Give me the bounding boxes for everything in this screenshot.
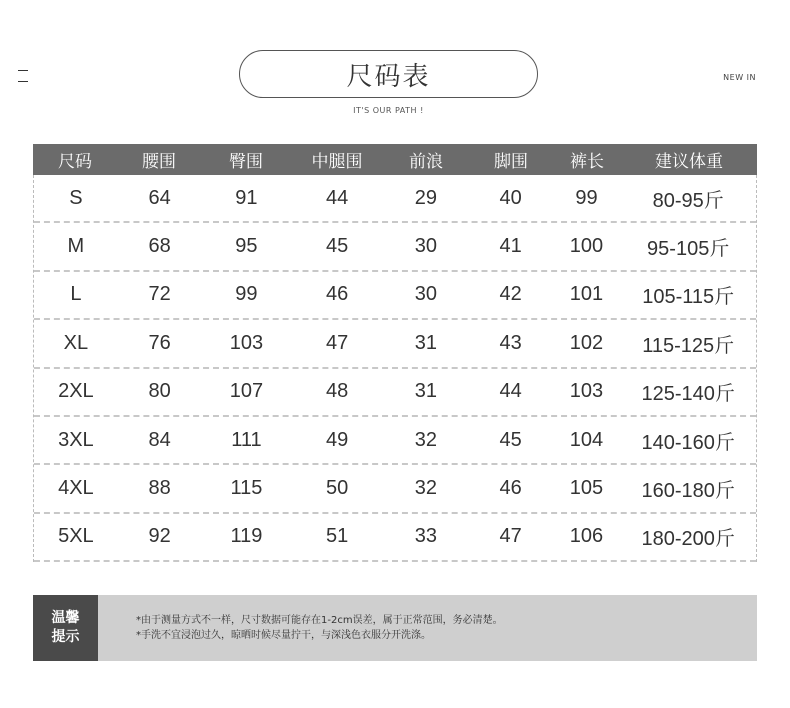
table-cell: 45 <box>326 235 349 258</box>
table-cell: 64 <box>148 186 171 209</box>
table-cell: 44 <box>326 186 349 209</box>
table-cell: 32 <box>414 428 438 451</box>
table-cell: M <box>67 235 85 258</box>
table-cell: 46 <box>326 283 349 306</box>
table-cell: L <box>70 283 82 306</box>
page-subtitle: IT'S OUR PATH ! <box>353 106 424 115</box>
table-cell: 115-125斤 <box>642 334 735 357</box>
table-cell: 47 <box>326 331 349 354</box>
table-cell: 99 <box>235 283 258 306</box>
table-cell: 40 <box>499 186 522 209</box>
table-cell: 30 <box>414 235 438 258</box>
column-header: 前浪 <box>409 152 443 172</box>
table-cell: 29 <box>414 186 438 209</box>
table-cell: 95 <box>235 235 258 258</box>
column-header: 裤长 <box>570 152 604 172</box>
table-cell: 180-200斤 <box>641 528 735 551</box>
table-cell: 119 <box>230 525 263 548</box>
table-cell: 84 <box>148 428 171 451</box>
table-cell: 76 <box>148 331 171 354</box>
notice-line-1: *由于测量方式不一样，尺寸数据可能存在1-2cm误差，属于正常范围，务必清楚。 <box>136 615 503 626</box>
table-cell: 42 <box>499 283 522 306</box>
table-cell: 33 <box>414 525 438 548</box>
table-cell: 49 <box>326 428 349 451</box>
table-body <box>33 175 757 562</box>
table-cell: 105-115斤 <box>642 286 735 309</box>
table-cell: 104 <box>569 428 604 451</box>
table-cell: 3XL <box>58 428 94 451</box>
table-cell: 92 <box>148 525 171 548</box>
table-cell: 105 <box>569 477 604 500</box>
table-cell: 47 <box>499 525 522 548</box>
table-cell: 106 <box>569 525 604 548</box>
table-cell: 107 <box>229 380 264 403</box>
table-row <box>34 272 756 320</box>
table-cell: 72 <box>148 283 171 306</box>
table-row <box>34 417 756 465</box>
column-header: 建议体重 <box>655 152 723 172</box>
table-cell: 100 <box>569 235 604 258</box>
menu-icon <box>18 70 28 82</box>
table-header <box>33 144 757 175</box>
notice-label-line1: 温馨 <box>51 610 80 626</box>
table-cell: 32 <box>414 477 438 500</box>
notice-label-line2: 提示 <box>51 629 80 645</box>
table-cell: S <box>69 186 83 209</box>
table-cell: 48 <box>326 380 349 403</box>
new-in-tag: NEW IN <box>723 73 756 82</box>
table-cell: 50 <box>326 477 349 500</box>
notice-label <box>33 595 98 661</box>
table-cell: 103 <box>569 380 604 403</box>
page-title: 尺码表 <box>239 50 538 98</box>
size-chart-table <box>33 144 757 562</box>
notice-box <box>33 595 757 661</box>
table-cell: 115 <box>230 477 263 500</box>
table-cell: 88 <box>148 477 171 500</box>
table-cell: XL <box>63 331 89 354</box>
column-header: 腰围 <box>142 152 176 172</box>
table-row <box>34 369 756 417</box>
column-header: 尺码 <box>58 152 92 172</box>
table-cell: 101 <box>569 283 604 306</box>
table-cell: 68 <box>148 235 171 258</box>
table-cell: 46 <box>499 477 522 500</box>
table-cell: 91 <box>235 186 258 209</box>
table-cell: 4XL <box>58 477 94 500</box>
table-cell: 44 <box>499 380 522 403</box>
table-cell: 140-160斤 <box>641 431 735 454</box>
table-cell: 43 <box>499 331 522 354</box>
table-cell: 5XL <box>58 525 94 548</box>
table-cell: 125-140斤 <box>641 383 735 406</box>
column-header: 脚围 <box>494 152 528 172</box>
table-cell: 2XL <box>58 380 94 403</box>
table-cell: 102 <box>569 331 604 354</box>
notice-text <box>98 595 503 661</box>
column-header: 中腿围 <box>311 152 363 172</box>
table-row <box>34 223 756 271</box>
table-row <box>34 175 756 223</box>
table-cell: 80-95斤 <box>652 189 724 212</box>
table-cell: 31 <box>414 380 438 403</box>
table-cell: 45 <box>499 428 522 451</box>
table-cell: 30 <box>414 283 438 306</box>
table-cell: 51 <box>326 525 349 548</box>
column-header: 臀围 <box>229 152 263 172</box>
table-cell: 99 <box>575 186 598 209</box>
table-cell: 80 <box>148 380 171 403</box>
table-cell: 95-105斤 <box>647 238 730 261</box>
table-cell: 111 <box>231 428 262 451</box>
table-row <box>34 320 756 368</box>
notice-line-2: *手洗不宜浸泡过久，晾晒时候尽量拧干，与深浅色衣服分开洗涤。 <box>136 630 431 641</box>
table-row <box>34 465 756 513</box>
table-cell: 31 <box>414 331 438 354</box>
table-cell: 41 <box>499 235 522 258</box>
table-cell: 103 <box>229 331 264 354</box>
table-row <box>34 514 756 562</box>
table-cell: 160-180斤 <box>641 480 735 503</box>
